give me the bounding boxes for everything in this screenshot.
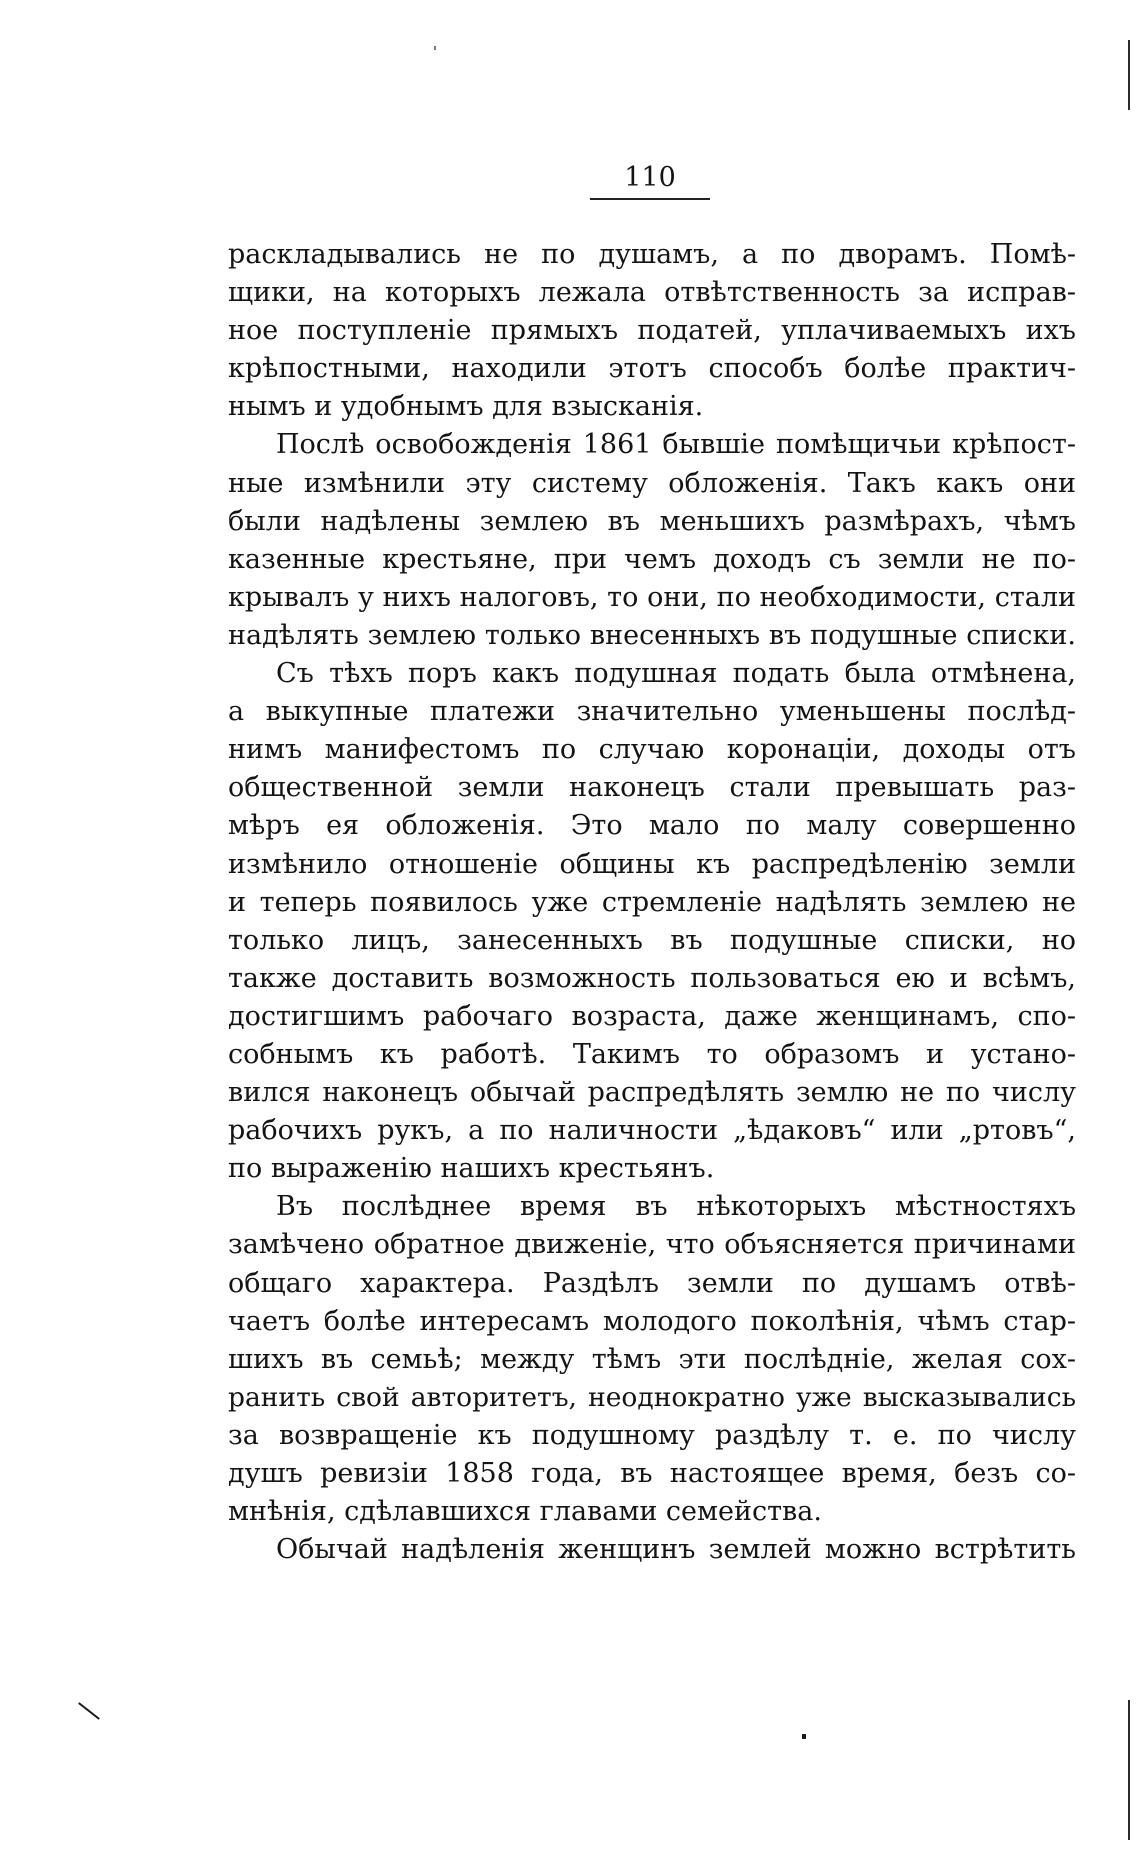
scan-mark-left xyxy=(78,1702,100,1720)
text-line: нимъ манифестомъ по случаю коронаціи, доходы отъ xyxy=(228,734,1076,766)
text-line: чаетъ болѣе интересамъ молодого поколѣнія, чѣмъ стар- xyxy=(228,1305,1076,1337)
text-line: рабочихъ рукъ, а по наличности „ѣдаковъ“ или „ртовъ“, xyxy=(228,1115,1076,1147)
text-line: по выраженію нашихъ крестьянъ. xyxy=(228,1153,715,1185)
text-line: Въ послѣднее время въ нѣкоторыхъ мѣстностяхъ xyxy=(276,1191,1076,1223)
text-line: душъ ревизіи 1858 года, въ настоящее время, безъ со- xyxy=(228,1458,1076,1489)
text-line: ное поступленіе прямыхъ податей, уплачиваемыхъ ихъ xyxy=(228,315,1076,347)
text-line: только лицъ, занесенныхъ въ подушные списки, но xyxy=(228,924,1076,956)
text-line: крывалъ у нихъ налоговъ, то они, по необходимости, стали xyxy=(228,581,1076,613)
scan-edge-line-bottom xyxy=(1128,1700,1130,1840)
text-line: мнѣнія, сдѣлавшихся главами семейства. xyxy=(228,1496,822,1528)
text-line: щики, на которыхъ лежала отвѣтственность за исправ- xyxy=(228,277,1076,309)
text-line: измѣнило отношеніе общины къ распредѣленію земли xyxy=(228,848,1076,880)
text-line: собнымъ къ работѣ. Такимъ то образомъ и устано- xyxy=(228,1038,1076,1070)
scan-dot xyxy=(802,1734,806,1739)
text-line: были надѣлены землею въ меньшихъ размѣрахъ, чѣмъ xyxy=(228,505,1076,537)
text-line: крѣпостными, находили этотъ способъ болѣе практич- xyxy=(228,353,1076,385)
text-line: за возвращеніе къ подушному раздѣлу т. е. по числу xyxy=(228,1419,1076,1451)
text-line: ранить свой авторитетъ, неоднократно уже высказывались xyxy=(228,1381,1076,1413)
scan-dot-top xyxy=(434,46,436,50)
text-line: вился наконецъ обычай распредѣлять землю не по числу xyxy=(228,1077,1076,1109)
text-line: а выкупные платежи значительно уменьшены послѣд- xyxy=(228,696,1076,728)
text-line: мѣръ ея обложенія. Это мало по малу совершенно xyxy=(228,810,1076,842)
text-line: общаго характера. Раздѣлъ земли по душамъ отвѣ- xyxy=(228,1267,1076,1299)
page-number: 110 xyxy=(624,162,676,193)
text-line: также доставить возможность пользоваться ею и всѣмъ, xyxy=(228,962,1076,994)
text-line: казенные крестьяне, при чемъ доходъ съ земли не по- xyxy=(228,543,1076,575)
text-line: шихъ въ семьѣ; между тѣмъ эти послѣдніе, желая сох- xyxy=(228,1343,1076,1375)
body-text xyxy=(228,236,1076,1569)
text-line: надѣлять землею только внесенныхъ въ подушные списки. xyxy=(228,619,1076,651)
text-line: ные измѣнили эту систему обложенія. Такъ какъ они xyxy=(228,467,1076,499)
text-line: Съ тѣхъ поръ какъ подушная подать была отмѣнена, xyxy=(276,658,1076,690)
text-line: нымъ и удобнымъ для взысканія. xyxy=(228,391,704,423)
text-line: замѣчено обратное движеніе, что объясняется причинами xyxy=(228,1229,1076,1261)
text-line: Послѣ освобожденія 1861 бывшіе помѣщичьи крѣпост- xyxy=(276,429,1076,461)
text-line: общественной земли наконецъ стали превышать раз- xyxy=(228,772,1076,804)
text-line: достигшимъ рабочаго возраста, даже женщинамъ, спо- xyxy=(228,1000,1076,1032)
text-line: Обычай надѣленія женщинъ землей можно встрѣтить xyxy=(276,1534,1076,1566)
scan-edge-line-top xyxy=(1128,40,1130,110)
text-line: и теперь появилось уже стремленіе надѣлять землею не xyxy=(228,886,1076,918)
page-number-rule xyxy=(590,198,710,200)
text-line: раскладывались не по душамъ, а по дворамъ. Помѣ- xyxy=(228,239,1076,270)
